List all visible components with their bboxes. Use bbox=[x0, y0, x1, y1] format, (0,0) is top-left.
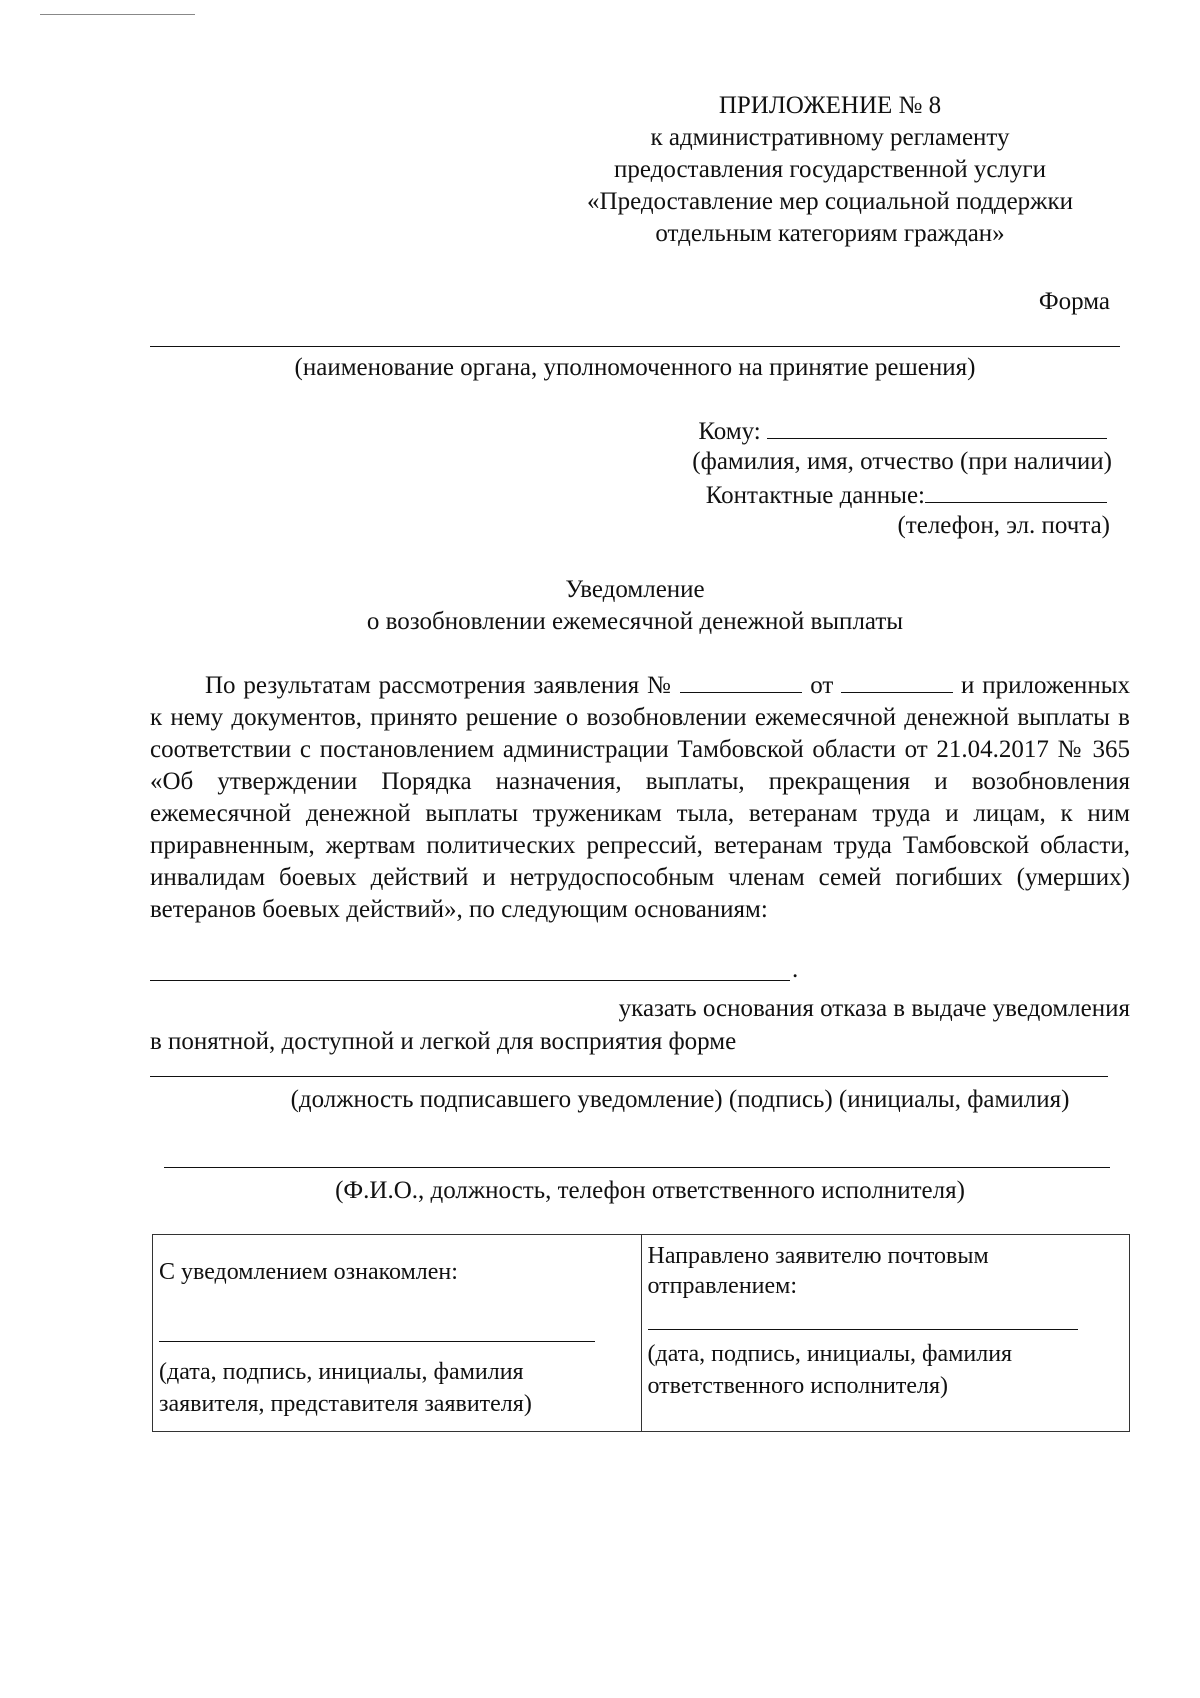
acknowledged-heading: С уведомлением ознакомлен: bbox=[159, 1259, 458, 1285]
acknowledged-caption-line: заявителя, представителя заявителя) bbox=[159, 1391, 532, 1417]
recipient-to-row bbox=[698, 414, 1107, 448]
acknowledged-caption-line: (дата, подпись, инициалы, фамилия bbox=[159, 1359, 524, 1385]
acknowledgement-table bbox=[152, 1234, 1130, 1432]
recipient-contact-row bbox=[706, 478, 1107, 512]
recipient-contact-label: Контактные данные: bbox=[705, 482, 925, 509]
notice-title: Уведомление bbox=[565, 576, 705, 603]
executor-caption: (Ф.И.О., должность, телефон ответственного исполнителя) bbox=[335, 1177, 965, 1204]
mailed-caption-line: (дата, подпись, инициалы, фамилия bbox=[647, 1341, 1013, 1367]
authority-line bbox=[150, 346, 1120, 347]
appendix-line: к административному регламенту bbox=[650, 124, 1010, 151]
form-label: Форма bbox=[1038, 288, 1110, 315]
signer-caption: (должность подписавшего уведомление) (подпись) (инициалы, фамилия) bbox=[290, 1086, 1070, 1113]
acknowledged-signature-line[interactable] bbox=[159, 1341, 595, 1342]
appendix-line: отдельным категориям граждан» bbox=[655, 220, 1005, 247]
mailed-heading-line: отправлением: bbox=[647, 1273, 798, 1299]
application-date-field[interactable] bbox=[841, 668, 953, 693]
mailed-signature-line[interactable] bbox=[648, 1329, 1078, 1330]
appendix-line: предоставления государственной услуги bbox=[613, 156, 1047, 183]
body-text-part: и приложенных к нему документов, принято решение о возобновлении ежемесячной денежной выплаты в соответствии с постановлением администрации Тамбовской области от 21.04.2017 № 365 «Об утверждении Порядка назначения, выплаты, прекращения и возобновления ежемесячной денежной выплаты труженикам тыла, ветеранам труда и лицам, к ним приравненным, жертвам политических репрессий, ветеранам труда Тамбовской области, инвалидам боевых действий и нетрудоспособным членам семей погибших (умерших) ветеранов боевых действий», по следующим основаниям: bbox=[150, 672, 1130, 923]
body-text-part: По результатам рассмотрения заявления № bbox=[205, 672, 673, 699]
mailed-heading-line: Направлено заявителю почтовым bbox=[647, 1243, 989, 1269]
authority-caption: (наименование органа, уполномоченного на принятие решения) bbox=[294, 354, 976, 381]
reason-note-line: в понятной, доступной и легкой для восприятия форме bbox=[150, 1028, 737, 1055]
appendix-header bbox=[520, 90, 1140, 250]
recipient-contact-caption: (телефон, эл. почта) bbox=[897, 512, 1110, 539]
body-text-part: от bbox=[810, 672, 834, 699]
appendix-number: ПРИЛОЖЕНИЕ № 8 bbox=[718, 92, 942, 119]
recipient-name-caption: (фамилия, имя, отчество (при наличии) bbox=[692, 448, 1112, 475]
recipient-name-field[interactable] bbox=[767, 414, 1107, 439]
appendix-line: «Предоставление мер социальной поддержки bbox=[587, 188, 1073, 215]
acknowledged-cell bbox=[153, 1235, 642, 1432]
recipient-to-label: Кому: bbox=[698, 418, 761, 445]
reasons-line[interactable] bbox=[150, 980, 790, 981]
scan-artifact-line bbox=[40, 14, 195, 15]
notice-body bbox=[150, 668, 1130, 926]
executor-line[interactable] bbox=[164, 1167, 1110, 1168]
reason-note-line: указать основания отказа в выдаче уведомления bbox=[618, 995, 1130, 1022]
mailed-caption-line: ответственного исполнителя) bbox=[647, 1373, 949, 1399]
reasons-period: . bbox=[792, 956, 799, 983]
notice-subtitle: о возобновлении ежемесячной денежной выплаты bbox=[366, 608, 904, 635]
reason-note bbox=[150, 992, 1130, 1058]
application-number-field[interactable] bbox=[680, 668, 802, 693]
mailed-cell bbox=[641, 1235, 1130, 1432]
recipient-contact-field[interactable] bbox=[925, 478, 1107, 503]
signer-line[interactable] bbox=[150, 1076, 1108, 1077]
